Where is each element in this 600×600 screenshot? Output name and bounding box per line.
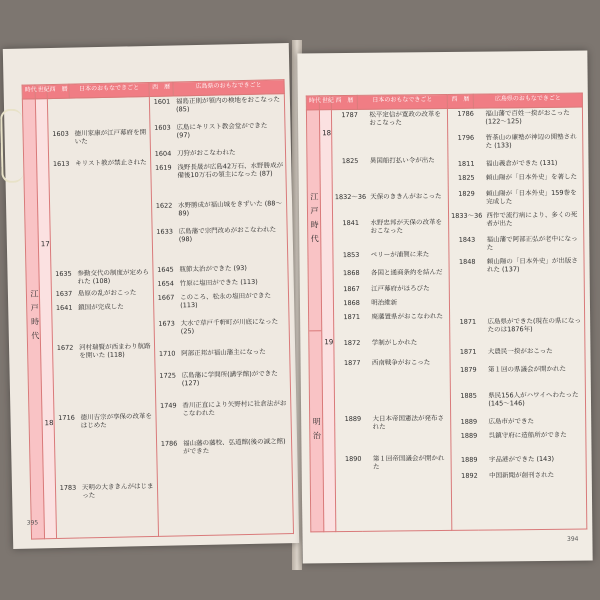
header-japan-events: 日本のおもなできごと xyxy=(357,94,447,109)
hiroshima-row: 1633 広島藩で宗門改めがおこなわれた (98) xyxy=(156,225,277,244)
hiroshima-row: 1889 宇品港ができた (143) xyxy=(460,454,555,464)
hiroshima-row: 1829 頼山陽が「日本外史」159巻を完成した xyxy=(458,188,577,206)
header-year: 西 暦 xyxy=(47,84,69,98)
japan-row: 1637 島原の乱がおこった xyxy=(55,288,137,298)
hiroshima-row: 1710 阿部正邦が福山藩主になった xyxy=(158,347,266,358)
japan-row: 1613 キリスト教が禁止された xyxy=(52,158,147,169)
japan-row: 1635 参勤交代の制度が定められた (108) xyxy=(55,268,150,286)
century-17: 17 xyxy=(40,240,50,249)
header-year-2: 西 暦 xyxy=(149,82,173,96)
hiroshima-row: 1622 水野勝成が福山城をきずいた (88～89) xyxy=(155,199,283,218)
hiroshima-row: 1871 大農民一揆がおこった xyxy=(459,346,553,356)
hiroshima-row: 1786 福山藩で百姓一揆がおこった (122～125) xyxy=(457,108,570,126)
hiroshima-row: 1825 頼山陽が「日本外史」を著した xyxy=(457,172,578,182)
header-era: 時代 xyxy=(306,96,319,110)
century-18: 18 xyxy=(44,418,54,428)
japan-row: 1871 廃藩置県がおこなわれた xyxy=(343,312,443,322)
hiroshima-row: 1749 香川正直により矢野村に社倉法がおこなわれた xyxy=(159,399,287,418)
header-era: 時代 xyxy=(22,85,35,99)
japan-row: 1787 松平定信が寛政の改革をおこなった xyxy=(341,110,441,127)
japan-row: 1890 第１回帝国議会が開かれた xyxy=(344,454,445,471)
japan-row: 1716 徳川吉宗が享保の改革をはじめた xyxy=(58,412,153,430)
japan-row: 1868 各国と通商条約を結んだ xyxy=(342,268,443,278)
japan-row: 1889 大日本帝国憲法が発布された xyxy=(344,414,445,431)
hiroshima-row: 1654 竹原に塩田ができた (113) xyxy=(157,277,258,288)
left-page-number: 395 xyxy=(26,519,39,527)
hiroshima-row: 1889 呉鎮守府に造船所ができた xyxy=(460,430,567,440)
hiroshima-row: 1833～36 西作で流行病により、多くの死者が出た xyxy=(451,210,578,228)
header-japan-events: 日本のおもなできごと xyxy=(69,82,149,98)
right-page xyxy=(297,50,592,563)
hiroshima-row: 1796 菅茶山の廉塾が神辺の開塾された (133) xyxy=(457,132,577,150)
hiroshima-row: 1811 福山義倉ができた (131) xyxy=(457,158,558,168)
japan-row: 1868 明治維新 xyxy=(343,298,398,308)
hiroshima-row: 1889 広島市ができた xyxy=(460,417,535,426)
hiroshima-row: 1892 中国新聞が創刊された xyxy=(461,470,555,480)
hiroshima-row: 1879 第１回の県議会が開かれた xyxy=(460,364,567,374)
japan-row: 1825 異国船打払い令が出た xyxy=(341,156,435,166)
japan-row: 1841 水野忠邦が天保の改革をおこなった xyxy=(342,218,442,235)
right-timeline-table xyxy=(306,93,588,533)
hiroshima-row: 1645 瓶節太治ができた (93) xyxy=(157,263,247,274)
hiroshima-row: 1786 福山藩の藩校、弘道館(後の誠之館)ができた xyxy=(160,437,286,456)
left-timeline-table xyxy=(22,79,294,539)
hiroshima-row: 1619 浅野長晟が広島42万石、水野勝成が備後10万石の領主になった (87) xyxy=(154,161,284,180)
hiroshima-events-column xyxy=(149,94,293,537)
hiroshima-events-column xyxy=(447,107,586,530)
japan-events-column xyxy=(44,96,158,538)
hiroshima-row: 1601 福島正則が領内の検地をおこなった (85) xyxy=(153,95,280,114)
japan-row: 1867 江戸幕府がほろびた xyxy=(343,284,430,294)
hiroshima-row: 1603 広島にキリスト教会堂ができた (97) xyxy=(154,121,268,140)
japan-row: 1872 学制がしかれた xyxy=(343,338,418,348)
japan-row: 1603 徳川家康が江戸幕府を開いた xyxy=(52,128,147,146)
right-page-number: 394 xyxy=(566,535,579,543)
century-18: 18 xyxy=(322,129,332,138)
era-edo: 江戸時代 xyxy=(22,99,44,539)
header-hiroshima-events: 広島県のおもなできごと xyxy=(173,80,284,96)
hiroshima-row: 1871 広島県ができた(現在の県になったのは1876年) xyxy=(459,316,582,334)
hiroshima-row: 1604 刀狩がおこなわれた xyxy=(154,148,236,158)
japan-row: 1853 ペリーが浦賀に来た xyxy=(342,250,430,260)
era-edo: 江戸時代 xyxy=(307,110,321,331)
japan-row: 1832～36 天保のききんがおこった xyxy=(334,192,442,202)
bookmark-string xyxy=(0,109,24,183)
header-century: 世紀 xyxy=(319,96,331,110)
header-hiroshima-events: 広島県のおもなできごと xyxy=(473,93,582,108)
hiroshima-row: 1725 広島藩に学問所(講学館)ができた (127) xyxy=(159,369,278,388)
japan-row: 1783 天明の大ききんがはじまった xyxy=(59,481,154,500)
hiroshima-row: 1667 このころ、松永の塩田ができた (113) xyxy=(157,291,272,310)
japan-row: 1641 鎖国が完成した xyxy=(55,302,124,312)
header-year: 西 暦 xyxy=(331,95,357,109)
hiroshima-row: 1673 大水で草戸千軒町が川底になった (25) xyxy=(158,317,279,336)
header-year-2: 西 暦 xyxy=(447,94,473,108)
japan-row: 1672 河村瑞賢が西まわり航路を開いた (118) xyxy=(56,342,151,360)
left-page xyxy=(3,43,299,549)
century-19: 19 xyxy=(324,337,334,347)
era-meiji: 明治 xyxy=(312,417,322,446)
hiroshima-row: 1843 福山藩で阿部正弘が老中になった xyxy=(458,234,578,252)
japan-row: 1877 西南戦争がおこった xyxy=(343,358,431,368)
japan-events-column xyxy=(331,108,451,531)
hiroshima-row: 1848 頼山陽の「日本外史」が出版された (137) xyxy=(458,256,578,274)
header-century: 世紀 xyxy=(35,85,47,99)
hiroshima-row: 1885 県民156人がハワイへわたった (145～146) xyxy=(460,390,579,408)
